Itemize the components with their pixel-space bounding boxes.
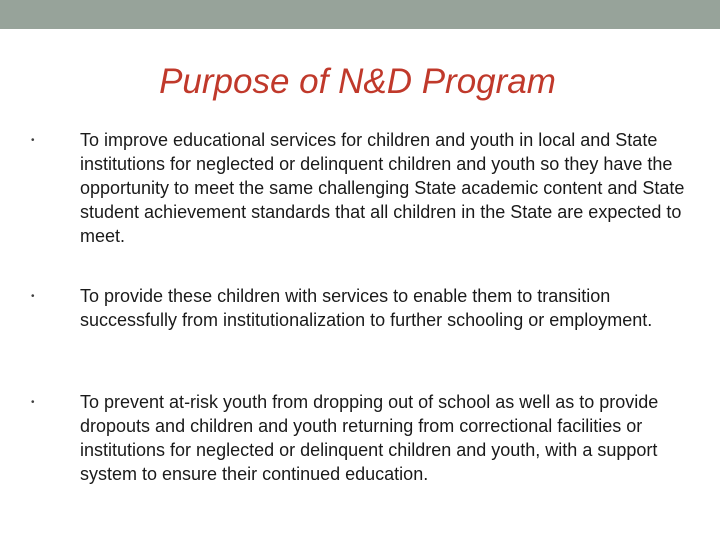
- bullet-text: To improve educational services for children and youth in local and State institutions for neglected or delinquent children and youth so they have the opportunity to meet the same challenging State academic content and State student achievement standards that all children in the State are expected to meet.: [80, 130, 685, 246]
- slide-top-bar: [0, 0, 720, 29]
- slide-title: Purpose of N&D Program: [159, 62, 556, 101]
- bullet-dot-icon: •: [31, 135, 35, 146]
- bullet-dot-icon: •: [31, 397, 35, 408]
- bullet-text: To prevent at-risk youth from dropping out of school as well as to provide dropouts and children and youth returning from correctional facilities or institutions for neglected or delinquent children and youth, with a support system to ensure their continued education.: [80, 392, 659, 484]
- bullet-dot-icon: •: [31, 291, 35, 302]
- bullet-text: To provide these children with services to enable them to transition successfully from institutionalization to further schooling or employment.: [80, 286, 653, 330]
